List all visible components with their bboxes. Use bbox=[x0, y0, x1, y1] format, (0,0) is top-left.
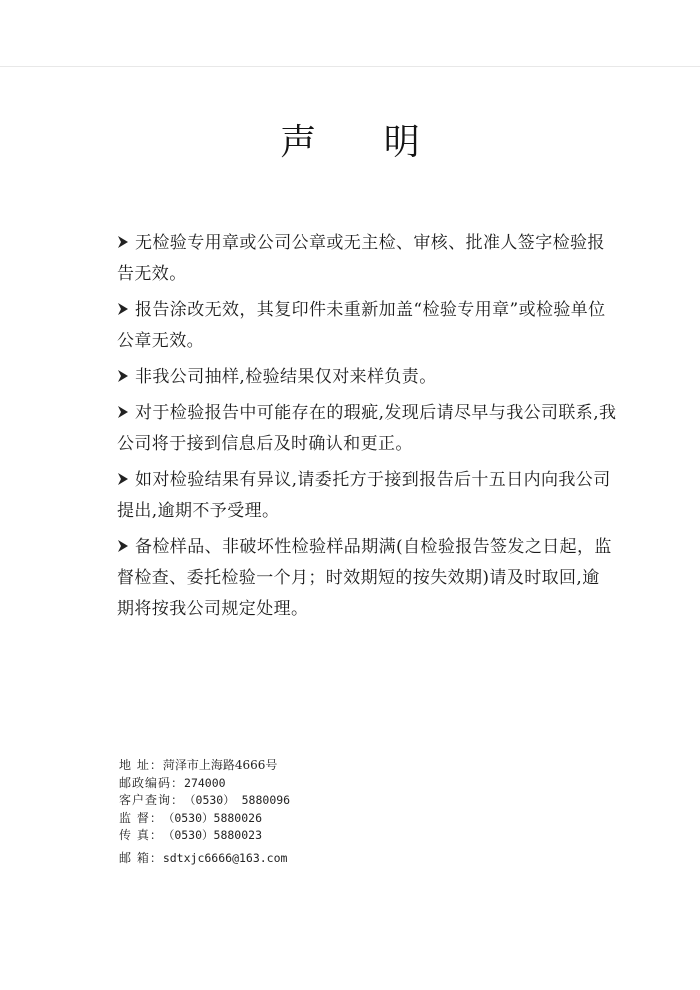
arrow-bullet-icon bbox=[117, 302, 129, 316]
arrow-bullet-icon bbox=[117, 369, 129, 383]
address-value: 菏泽市上海路4666号 bbox=[162, 758, 278, 772]
statement-text: 无检验专用章或公司公章或无主检、审核、批准人签字检验报告无效。 bbox=[117, 233, 605, 284]
scan-top-edge bbox=[0, 66, 700, 67]
inquiry-label: 客户查询： bbox=[119, 793, 185, 807]
email-label: 邮 箱： bbox=[119, 850, 163, 865]
arrow-bullet-icon bbox=[117, 472, 129, 486]
fax-value: （0530）5880023 bbox=[162, 828, 262, 842]
statement-text: 非我公司抽样,检验结果仅对来样负责。 bbox=[135, 367, 437, 387]
postcode-label: 邮政编码： bbox=[119, 775, 185, 790]
statement-item bbox=[117, 228, 617, 290]
statement-text: 报告涂改无效，其复印件未重新加盖“检验专用章”或检验单位公章无效。 bbox=[117, 300, 606, 351]
statement-item bbox=[117, 398, 617, 460]
page-title: 声 明 bbox=[280, 122, 448, 163]
inquiry-value: （0530） 5880096 bbox=[184, 793, 291, 807]
email-row bbox=[119, 850, 479, 868]
contact-block bbox=[119, 757, 479, 867]
supervision-label: 监 督： bbox=[119, 810, 163, 825]
statement-item bbox=[117, 465, 617, 527]
statement-text: 对于检验报告中可能存在的瑕疵,发现后请尽早与我公司联系,我公司将于接到信息后及时确认和更正。 bbox=[117, 403, 617, 454]
postcode-row bbox=[119, 775, 479, 793]
supervision-row bbox=[119, 810, 479, 828]
postcode-value: 274000 bbox=[184, 775, 226, 790]
statement-item bbox=[117, 532, 617, 625]
statement-item bbox=[117, 362, 617, 393]
inquiry-row bbox=[119, 792, 479, 810]
statement-text: 备检样品、非破坏性检验样品期满(自检验报告签发之日起，监督检查、委托检验一个月；时效期短的按失效期)请及时取回,逾期将按我公司规定处理。 bbox=[117, 537, 612, 619]
fax-label: 传 真： bbox=[119, 828, 163, 842]
address-label: 地 址： bbox=[119, 758, 163, 772]
arrow-bullet-icon bbox=[117, 405, 129, 419]
address-row bbox=[119, 757, 479, 775]
supervision-value: （0530）5880026 bbox=[162, 810, 262, 825]
statement-text: 如对检验结果有异议,请委托方于接到报告后十五日内向我公司提出,逾期不予受理。 bbox=[117, 470, 611, 521]
arrow-bullet-icon bbox=[117, 235, 129, 249]
arrow-bullet-icon bbox=[117, 539, 129, 553]
statement-item bbox=[117, 295, 617, 357]
fax-row bbox=[119, 827, 479, 845]
email-value: sdtxjc6666@163.com bbox=[162, 850, 288, 865]
statement-list bbox=[117, 228, 617, 630]
